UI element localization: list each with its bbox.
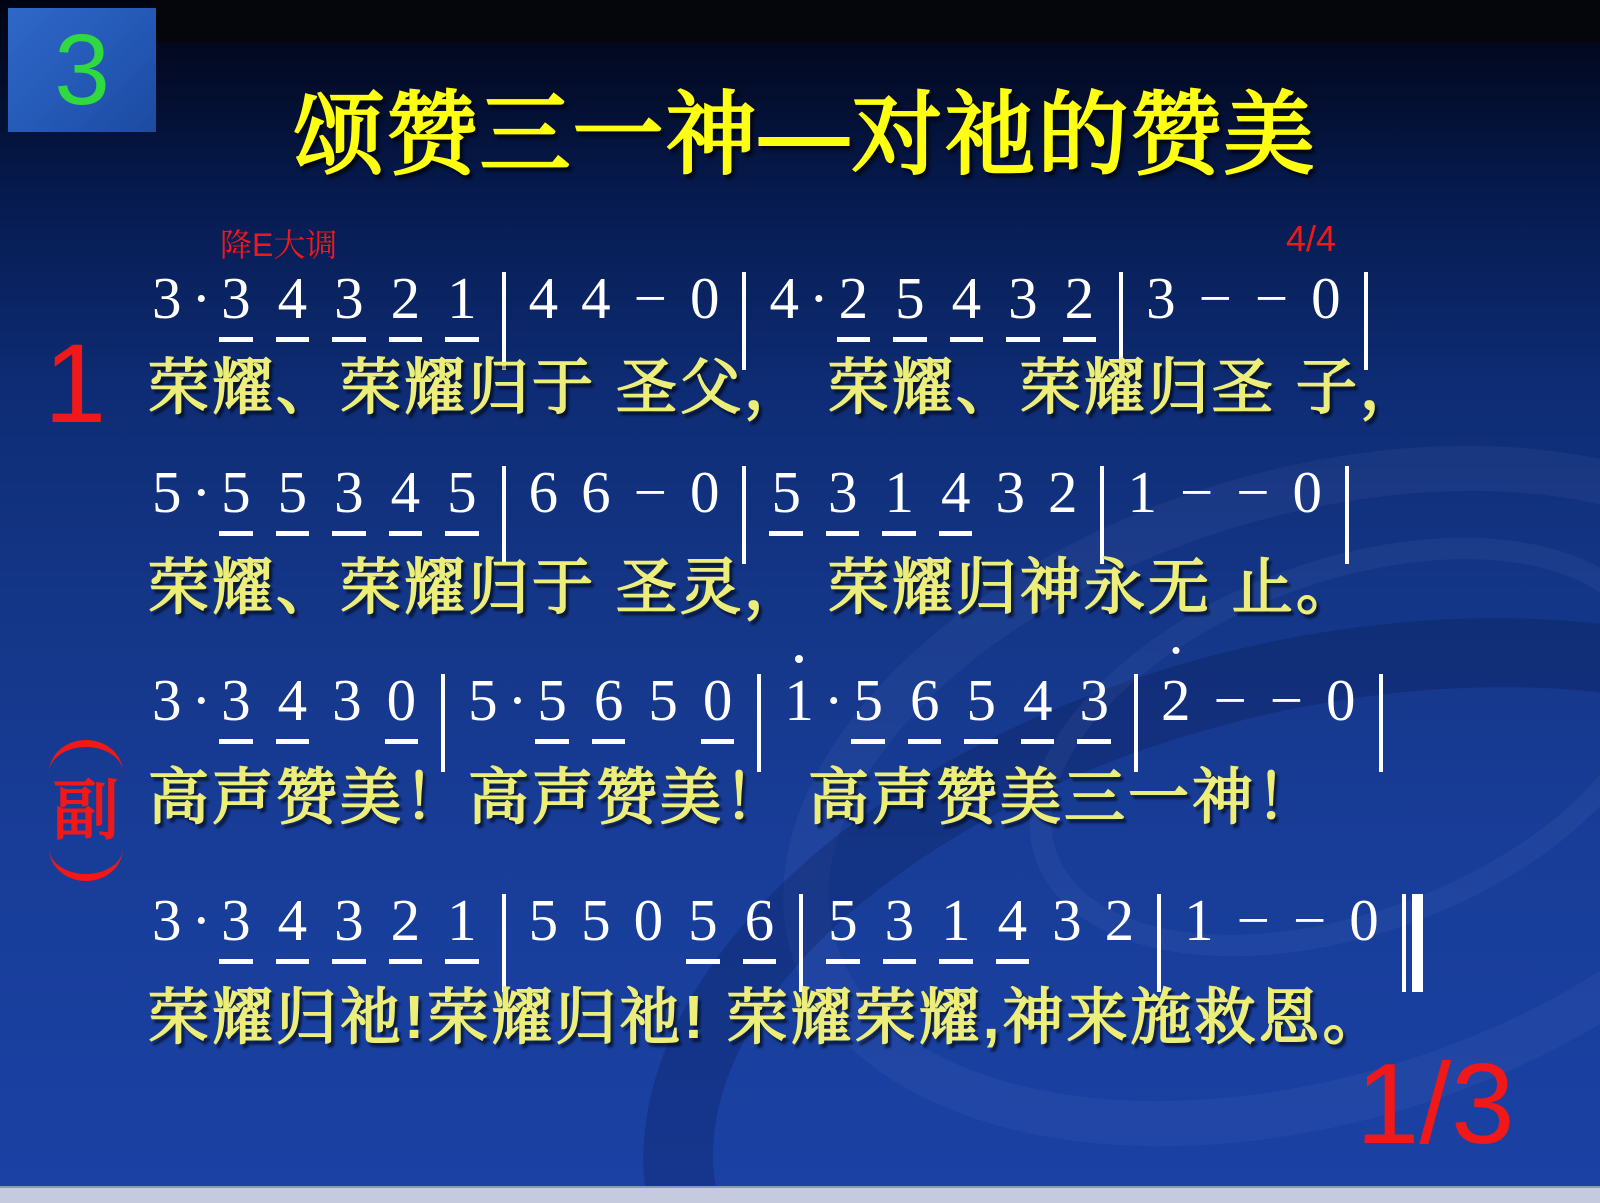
- note: 5: [851, 670, 885, 744]
- note: 5: [769, 462, 803, 536]
- chorus-bracket-bottom-icon: [49, 848, 123, 881]
- note: 2: [837, 268, 871, 342]
- barline: [502, 894, 506, 992]
- top-bar: [152, 0, 1600, 42]
- note: 4: [528, 265, 559, 331]
- note: 4: [581, 265, 611, 331]
- note: 5: [535, 670, 569, 744]
- duration-dot: ·: [191, 887, 212, 953]
- duration-dash: −: [1179, 459, 1214, 525]
- note: 3: [152, 265, 182, 331]
- duration-dash: −: [1254, 265, 1289, 331]
- lyrics-line-4: 荣耀归祂!荣耀归祂! 荣耀荣耀,神来施救恩。: [148, 983, 1387, 1051]
- note: 4: [276, 670, 310, 744]
- note: 5: [964, 670, 998, 744]
- notation-line-1: [152, 265, 1482, 340]
- note: 5: [276, 462, 310, 536]
- note: 1: [1127, 459, 1157, 525]
- note: 3: [152, 667, 182, 733]
- note: 1: [1184, 887, 1214, 953]
- lyrics-line-1: 荣耀、荣耀归于 圣父， 荣耀、荣耀归圣 子，: [148, 353, 1424, 421]
- note: 1: [939, 890, 973, 964]
- note: 5: [528, 887, 559, 953]
- note: 5: [219, 462, 253, 536]
- duration-dot: ·: [808, 265, 829, 331]
- note: 0: [701, 670, 735, 744]
- note: 4: [769, 265, 799, 331]
- barline-thick: [1412, 894, 1423, 992]
- page-title: 颂赞三一神—对祂的赞美: [293, 85, 1317, 186]
- note: 4: [389, 462, 423, 536]
- duration-dash: −: [1236, 459, 1270, 525]
- note: 0: [689, 459, 720, 525]
- barline: [742, 466, 746, 564]
- note: 2: [389, 268, 423, 342]
- note: 4: [276, 268, 310, 342]
- chorus-bracket-top-icon: [49, 740, 123, 773]
- note: 0: [1292, 459, 1322, 525]
- duration-dash: −: [633, 265, 667, 331]
- lyrics-line-2: 荣耀、荣耀归于 圣灵， 荣耀归神永无 止。: [148, 553, 1360, 621]
- note: 3: [332, 462, 366, 536]
- note: 4: [1021, 670, 1055, 744]
- note: 1: [882, 462, 916, 536]
- duration-dash: −: [633, 459, 667, 525]
- note: 0: [1311, 265, 1341, 331]
- note: 3: [1052, 887, 1082, 953]
- note: 3: [332, 268, 366, 342]
- bottom-strip: [0, 1186, 1600, 1203]
- note: 0: [633, 887, 664, 953]
- note: 4: [996, 890, 1030, 964]
- note: 5: [893, 268, 927, 342]
- slide-number-badge: [8, 8, 156, 132]
- note: 2: [1063, 268, 1097, 342]
- duration-dash: −: [1213, 667, 1247, 733]
- barline: [1345, 466, 1349, 564]
- note: 3: [219, 890, 253, 964]
- note: 5: [581, 887, 611, 953]
- note: 3: [219, 670, 253, 744]
- note: 3: [332, 890, 366, 964]
- note: 5: [152, 459, 182, 525]
- note: 6: [743, 890, 777, 964]
- barline: [441, 674, 445, 772]
- note: 3: [826, 462, 860, 536]
- note: 2: [389, 890, 423, 964]
- slide-number: 3: [54, 14, 110, 126]
- duration-dot: ·: [823, 667, 844, 733]
- key-signature: 降E大调: [220, 227, 338, 263]
- note: 0: [1349, 887, 1379, 953]
- note: 3: [1006, 268, 1040, 342]
- octave-dot-icon: [795, 655, 803, 663]
- note: 3: [883, 890, 917, 964]
- note: 5: [445, 462, 479, 536]
- barline: [1134, 674, 1138, 772]
- note: 4: [939, 462, 973, 536]
- note: 5: [648, 667, 678, 733]
- note: 0: [689, 265, 720, 331]
- barline-thin: [1402, 894, 1406, 992]
- note: 4: [950, 268, 984, 342]
- note: 1: [445, 268, 479, 342]
- barline: [757, 674, 761, 772]
- notation-line-4: [152, 887, 1482, 962]
- duration-dash: −: [1236, 887, 1270, 953]
- barline: [1157, 894, 1161, 992]
- duration-dot: ·: [507, 667, 528, 733]
- note: 2: [1047, 459, 1078, 525]
- fermata-icon: [1154, 634, 1198, 656]
- note: 4: [276, 890, 310, 964]
- duration-dot: ·: [191, 265, 212, 331]
- fermata-dot: [1172, 647, 1179, 654]
- barline: [502, 466, 506, 564]
- note: 5: [686, 890, 720, 964]
- note: 5: [826, 890, 860, 964]
- final-barline: [1402, 894, 1423, 992]
- notation-line-2: [152, 459, 1482, 534]
- note: 0: [1326, 667, 1356, 733]
- barline: [1379, 674, 1383, 772]
- note: 3: [1077, 670, 1111, 744]
- duration-dash: −: [1198, 265, 1232, 331]
- verse-number: 1: [44, 321, 107, 446]
- note: 3: [995, 459, 1025, 525]
- duration-dash: −: [1269, 667, 1304, 733]
- note: 1: [784, 670, 814, 732]
- note: 5: [468, 667, 498, 733]
- barline: [1100, 466, 1104, 564]
- time-signature: 4/4: [1286, 218, 1337, 259]
- note: 3: [332, 667, 362, 733]
- duration-dot: ·: [191, 459, 212, 525]
- note: 3: [219, 268, 253, 342]
- note: 3: [1146, 265, 1176, 331]
- note: 6: [908, 670, 942, 744]
- note: 0: [385, 670, 419, 744]
- note: 6: [528, 459, 559, 525]
- note: 6: [592, 670, 626, 744]
- note: 2: [1104, 887, 1135, 953]
- page-indicator: 1/3: [1356, 1041, 1515, 1168]
- lyrics-line-3: 高声赞美！高声赞美！ 高声赞美三一神！: [148, 763, 1320, 831]
- note: 6: [581, 459, 611, 525]
- note: 3: [152, 887, 182, 953]
- duration-dot: ·: [191, 667, 212, 733]
- barline: [799, 894, 803, 992]
- note: 2: [1161, 670, 1191, 732]
- chorus-label: 副: [53, 773, 119, 847]
- chorus-marker: [46, 740, 126, 881]
- note: 1: [445, 890, 479, 964]
- duration-dash: −: [1292, 887, 1327, 953]
- notation-line-3: [152, 667, 1482, 742]
